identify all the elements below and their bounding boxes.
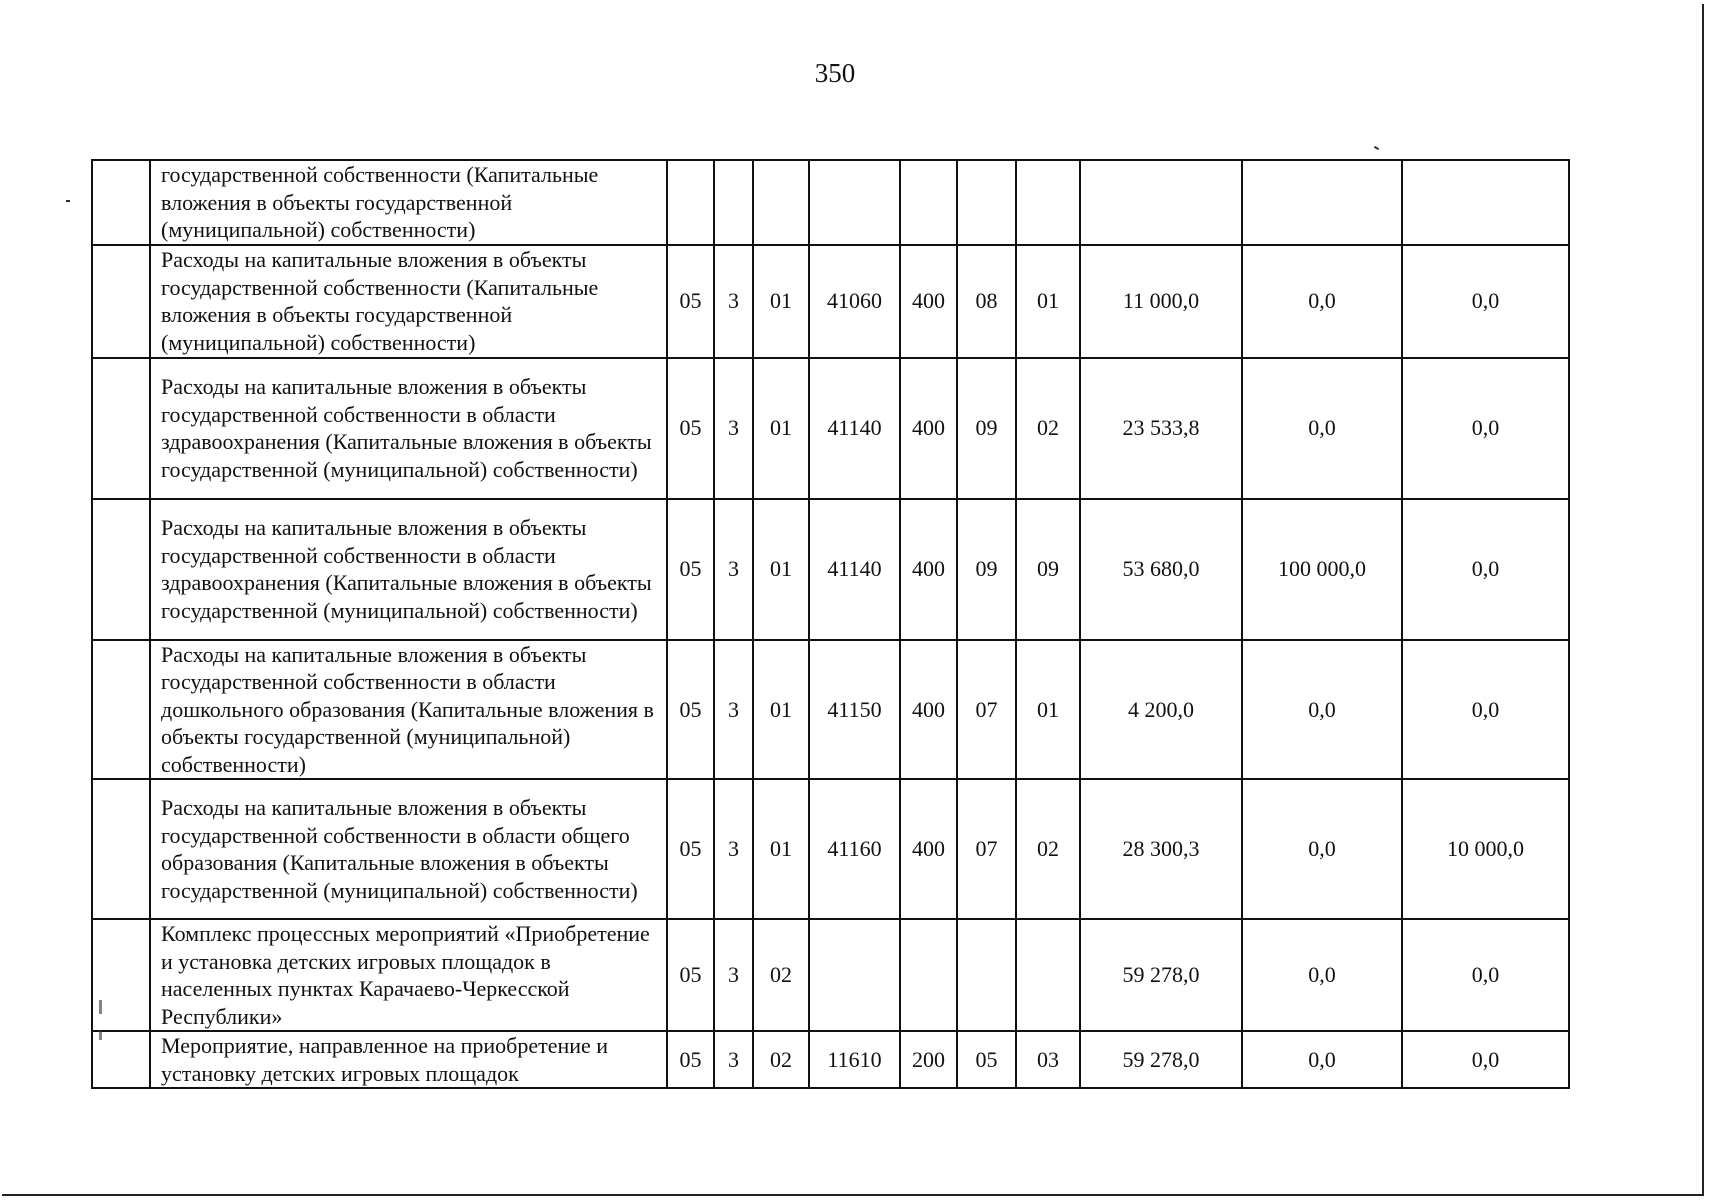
amount-cell: 0,0 bbox=[1242, 1031, 1402, 1088]
scan-speck bbox=[66, 200, 70, 202]
code-cell: 01 bbox=[753, 358, 809, 499]
code-cell bbox=[1016, 160, 1080, 245]
code-cell: 01 bbox=[753, 245, 809, 358]
row-index-cell bbox=[92, 160, 150, 245]
code-cell: 400 bbox=[900, 245, 957, 358]
amount-cell: 10 000,0 bbox=[1402, 779, 1569, 919]
code-cell: 09 bbox=[957, 358, 1016, 499]
code-cell: 3 bbox=[714, 499, 753, 640]
code-cell: 3 bbox=[714, 919, 753, 1031]
amount-cell: 0,0 bbox=[1402, 358, 1569, 499]
code-cell: 09 bbox=[957, 499, 1016, 640]
amount-cell: 59 278,0 bbox=[1080, 919, 1242, 1031]
code-cell: 41140 bbox=[809, 499, 900, 640]
description-cell: Комплекс процессных мероприятий «Приобретение и установка детских игровых площадок в населенных пунктах Карачаево-Черкесской Республики» bbox=[150, 919, 667, 1031]
code-cell bbox=[667, 160, 714, 245]
code-cell: 41140 bbox=[809, 358, 900, 499]
amount-cell bbox=[1402, 160, 1569, 245]
code-cell bbox=[809, 160, 900, 245]
table-row bbox=[92, 358, 1569, 499]
amount-cell: 53 680,0 bbox=[1080, 499, 1242, 640]
code-cell bbox=[900, 160, 957, 245]
budget-table bbox=[91, 159, 1570, 1089]
table-row bbox=[92, 245, 1569, 358]
amount-cell: 0,0 bbox=[1242, 919, 1402, 1031]
row-index-cell bbox=[92, 358, 150, 499]
code-cell: 01 bbox=[753, 499, 809, 640]
code-cell: 3 bbox=[714, 779, 753, 919]
table-row bbox=[92, 919, 1569, 1031]
amount-cell: 59 278,0 bbox=[1080, 1031, 1242, 1088]
code-cell: 02 bbox=[753, 1031, 809, 1088]
amount-cell: 0,0 bbox=[1402, 245, 1569, 358]
code-cell bbox=[900, 919, 957, 1031]
code-cell: 05 bbox=[667, 919, 714, 1031]
code-cell: 02 bbox=[1016, 779, 1080, 919]
description-cell: Мероприятие, направленное на приобретение и установку детских игровых площадок bbox=[150, 1031, 667, 1088]
code-cell: 05 bbox=[957, 1031, 1016, 1088]
code-cell: 400 bbox=[900, 640, 957, 780]
amount-cell: 28 300,3 bbox=[1080, 779, 1242, 919]
code-cell: 05 bbox=[667, 779, 714, 919]
code-cell: 400 bbox=[900, 499, 957, 640]
code-cell: 05 bbox=[667, 1031, 714, 1088]
amount-cell: 0,0 bbox=[1402, 499, 1569, 640]
code-cell: 3 bbox=[714, 358, 753, 499]
code-cell: 05 bbox=[667, 640, 714, 780]
description-cell: Расходы на капитальные вложения в объекты государственной собственности в области здравоохранения (Капитальные вложения в объекты государственной (муниципальной) собственности) bbox=[150, 358, 667, 499]
code-cell: 3 bbox=[714, 640, 753, 780]
row-index-cell bbox=[92, 640, 150, 780]
description-cell: Расходы на капитальные вложения в объекты государственной собственности в области дошкольного образования (Капитальные вложения в объекты государственной (муниципальной) собственности) bbox=[150, 640, 667, 780]
code-cell: 400 bbox=[900, 779, 957, 919]
description-cell: государственной собственности (Капитальные вложения в объекты государственной (муниципальной) собственности) bbox=[150, 160, 667, 245]
table-row bbox=[92, 160, 1569, 245]
scan-speck bbox=[99, 1000, 102, 1014]
code-cell: 05 bbox=[667, 499, 714, 640]
code-cell bbox=[714, 160, 753, 245]
amount-cell: 0,0 bbox=[1402, 640, 1569, 780]
code-cell: 3 bbox=[714, 1031, 753, 1088]
scan-speck bbox=[1374, 146, 1379, 150]
code-cell bbox=[957, 160, 1016, 245]
code-cell: 01 bbox=[753, 640, 809, 780]
table-row bbox=[92, 499, 1569, 640]
description-cell: Расходы на капитальные вложения в объекты государственной собственности (Капитальные вложения в объекты государственной (муниципальной) собственности) bbox=[150, 245, 667, 358]
amount-cell: 0,0 bbox=[1242, 779, 1402, 919]
table-row bbox=[92, 640, 1569, 780]
amount-cell: 11 000,0 bbox=[1080, 245, 1242, 358]
page-number: 350 bbox=[814, 58, 856, 88]
amount-cell: 0,0 bbox=[1242, 640, 1402, 780]
amount-cell: 0,0 bbox=[1242, 358, 1402, 499]
code-cell: 07 bbox=[957, 779, 1016, 919]
scan-speck bbox=[99, 1030, 102, 1040]
amount-cell: 4 200,0 bbox=[1080, 640, 1242, 780]
code-cell: 08 bbox=[957, 245, 1016, 358]
code-cell: 05 bbox=[667, 358, 714, 499]
row-index-cell bbox=[92, 499, 150, 640]
row-index-cell bbox=[92, 245, 150, 358]
amount-cell: 0,0 bbox=[1402, 1031, 1569, 1088]
row-index-cell bbox=[92, 919, 150, 1031]
amount-cell: 0,0 bbox=[1402, 919, 1569, 1031]
code-cell: 3 bbox=[714, 245, 753, 358]
code-cell: 41150 bbox=[809, 640, 900, 780]
code-cell: 01 bbox=[1016, 245, 1080, 358]
code-cell bbox=[753, 160, 809, 245]
code-cell bbox=[957, 919, 1016, 1031]
amount-cell: 0,0 bbox=[1242, 245, 1402, 358]
code-cell: 07 bbox=[957, 640, 1016, 780]
code-cell bbox=[809, 919, 900, 1031]
amount-cell bbox=[1080, 160, 1242, 245]
amount-cell bbox=[1242, 160, 1402, 245]
table-row bbox=[92, 1031, 1569, 1088]
code-cell: 02 bbox=[753, 919, 809, 1031]
description-cell: Расходы на капитальные вложения в объекты государственной собственности в области общего образования (Капитальные вложения в объекты государственной (муниципальной) собственности) bbox=[150, 779, 667, 919]
code-cell: 01 bbox=[1016, 640, 1080, 780]
row-index-cell bbox=[92, 779, 150, 919]
code-cell: 02 bbox=[1016, 358, 1080, 499]
code-cell: 41060 bbox=[809, 245, 900, 358]
code-cell: 05 bbox=[667, 245, 714, 358]
amount-cell: 23 533,8 bbox=[1080, 358, 1242, 499]
code-cell: 11610 bbox=[809, 1031, 900, 1088]
code-cell: 41160 bbox=[809, 779, 900, 919]
amount-cell: 100 000,0 bbox=[1242, 499, 1402, 640]
code-cell: 200 bbox=[900, 1031, 957, 1088]
code-cell: 09 bbox=[1016, 499, 1080, 640]
description-cell: Расходы на капитальные вложения в объекты государственной собственности в области здравоохранения (Капитальные вложения в объекты государственной (муниципальной) собственности) bbox=[150, 499, 667, 640]
code-cell: 03 bbox=[1016, 1031, 1080, 1088]
code-cell: 400 bbox=[900, 358, 957, 499]
code-cell bbox=[1016, 919, 1080, 1031]
table-row bbox=[92, 779, 1569, 919]
code-cell: 01 bbox=[753, 779, 809, 919]
